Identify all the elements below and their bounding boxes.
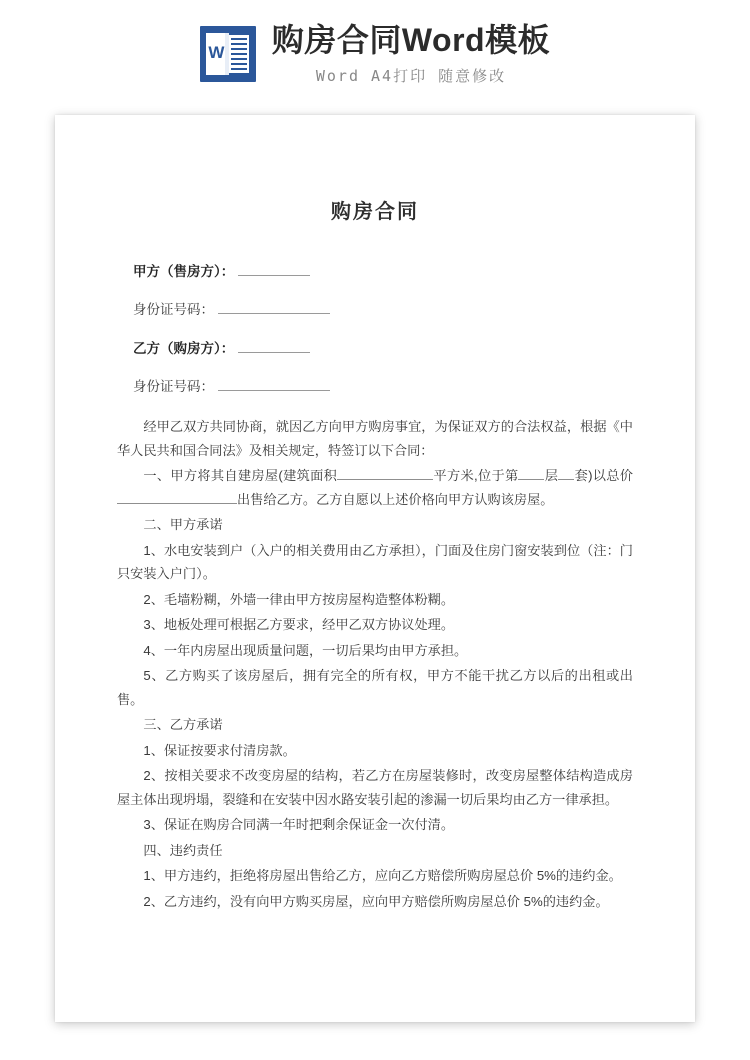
- section-4-item-2: 2、乙方违约，没有向甲方购买房屋，应向甲方赔偿所购房屋总价 5%的违约金。: [143, 893, 609, 909]
- clause-one-blank-floor[interactable]: [518, 466, 544, 480]
- banner-title: 购房合同Word模板: [271, 22, 551, 59]
- section-heading-3: 三、乙方承诺: [143, 717, 223, 732]
- word-icon-letter: W: [208, 42, 225, 62]
- party-blank-buyer-id[interactable]: [218, 377, 330, 391]
- clause-one-paragraph: [117, 464, 633, 511]
- section-heading-4: 四、违约责任: [143, 842, 223, 858]
- party-field-buyer: [117, 339, 633, 359]
- clause-one-seg3: 层: [544, 468, 559, 483]
- party-blank-buyer[interactable]: [238, 339, 310, 353]
- section-2-item-2: 2、毛墙粉糊，外墙一律由甲方按房屋构造整体粉糊。: [143, 591, 455, 607]
- preamble-paragraph: 经甲乙双方共同协商，就因乙方向甲方购房事宜，为保证双方的合法权益，根据《中华人民共和国合同法》及相关规定，特签订以下合同：: [117, 419, 633, 458]
- party-label-seller: 甲方（售房方）：: [133, 264, 235, 279]
- clause-one-blank-price[interactable]: [117, 490, 237, 504]
- clause-one-seg1: 一、甲方将其自建房屋(建筑面积: [143, 468, 338, 483]
- clause-one-seg5: 出售给乙方。乙方自愿以上述价格向甲方认购该房屋。: [237, 491, 554, 507]
- party-blank-seller[interactable]: [238, 262, 310, 276]
- section-3-item-3: 3、保证在购房合同满一年时把剩余保证金一次付清。: [143, 817, 455, 832]
- document-title: 购房合同: [331, 201, 419, 223]
- section-2-item-5: 5、乙方购买了该房屋后，拥有完全的所有权，甲方不能干扰乙方以后的出租或出售。: [117, 668, 633, 707]
- clause-one-seg2: 平方米,位于第: [433, 468, 519, 483]
- party-label-buyer-id: 身份证号码：: [133, 378, 214, 394]
- section-4-item-1: 1、甲方违约，拒绝将房屋出售给乙方，应向乙方赔偿所购房屋总价 5%的违约金。: [143, 868, 622, 883]
- document-body: [55, 115, 695, 955]
- party-field-seller: [117, 262, 633, 282]
- party-field-seller-id: [117, 300, 633, 320]
- party-label-seller-id: 身份证号码：: [133, 302, 214, 318]
- clause-one-seg4: 套)以总价: [574, 468, 633, 483]
- document-page: [55, 115, 695, 1022]
- party-blank-seller-id[interactable]: [218, 300, 330, 314]
- word-document-icon: [200, 26, 256, 82]
- section-2-item-3: 3、地板处理可根据乙方要求，经甲乙双方协议处理。: [143, 617, 455, 632]
- banner-content: [200, 22, 550, 86]
- section-3-item-2: 2、按相关要求不改变房屋的结构，若乙方在房屋装修时，改变房屋整体结构造成房屋主体出现坍塌，裂缝和在安装中因水路安装引起的渗漏一切后果均由乙方一律承担。: [117, 768, 633, 807]
- section-2-item-4: 4、一年内房屋出现质量问题，一切后果均由甲方承担。: [143, 642, 468, 658]
- party-field-buyer-id: [117, 377, 633, 397]
- clause-one-blank-area[interactable]: [337, 466, 433, 480]
- party-label-buyer: 乙方（购房方）：: [133, 340, 235, 356]
- word-icon-text-lines: [229, 35, 249, 73]
- section-2-item-1: 1、水电安装到户（入户的相关费用由乙方承担），门面及住房门窗安装到位（注：门只安装入户门）。: [117, 542, 633, 581]
- document-canvas: [0, 108, 750, 1060]
- clause-one-blank-unit[interactable]: [558, 466, 574, 480]
- section-heading-2: 二、甲方承诺: [143, 517, 223, 532]
- banner-subtitle: Word A4打印 随意修改: [315, 66, 507, 85]
- banner-text-block: [272, 22, 550, 86]
- section-3-item-1: 1、保证按要求付清房款。: [143, 742, 296, 758]
- page-header-banner: [0, 0, 750, 108]
